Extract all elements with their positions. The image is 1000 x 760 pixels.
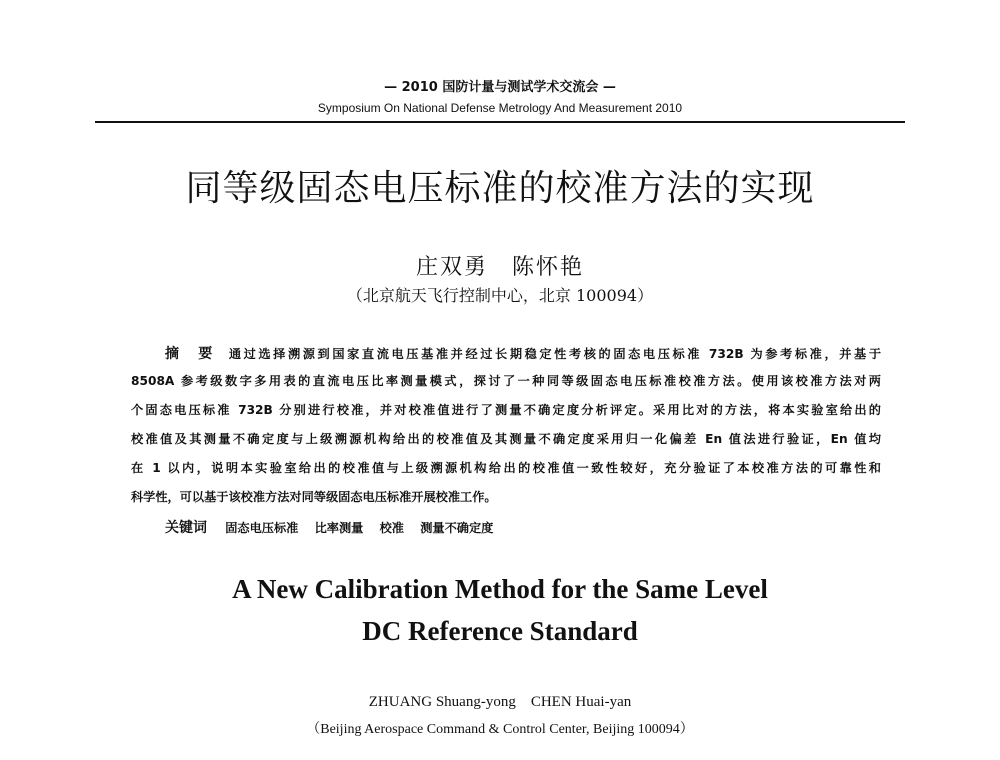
conference-header-en: Symposium On National Defense Metrology And Measurement 2010 [317, 101, 683, 115]
keywords [165, 517, 915, 537]
abstract-line: 在 1 以内，说明本实验室给出的校准值与上级溯源机构给出的校准值一致性较好，充分验证了本校准方法的可靠性和 [131, 461, 881, 475]
header-rule [95, 121, 905, 123]
keyword: 比率测量 [314, 521, 364, 535]
english-authors: ZHUANG Shuang-yong CHEN Huai-yan [368, 694, 632, 710]
abstract-text: 通过选择溯源到国家直流电压基准并经过长期稳定性考核的固态电压标准 732B 为参考标准，并基于 [228, 347, 882, 361]
abstract-line: 科学性，可以基于该校准方法对同等级固态电压标准开展校准工作。 [131, 490, 497, 504]
conference-header-cn: — 2010 国防计量与测试学术交流会 — [384, 80, 616, 95]
abstract-line [165, 343, 881, 363]
keyword: 固态电压标准 [225, 521, 299, 535]
affiliation: （北京航天飞行控制中心，北京 100094） [346, 286, 654, 305]
keyword: 测量不确定度 [420, 521, 494, 535]
keyword: 校准 [379, 521, 404, 535]
english-title-line2: DC Reference Standard [362, 616, 638, 646]
abstract-line: 8508A 参考级数字多用表的直流电压比率测量模式，探讨了一种同等级固态电压标准校准方法。使用该校准方法对两 [131, 374, 881, 388]
keywords-label: 关键词 [165, 520, 207, 536]
abstract-line: 校准值及其测量不确定度与上级溯源机构给出的校准值及其测量不确定度采用归一化偏差 En 值法进行验证，En 值均 [131, 432, 881, 446]
english-affiliation: （Beijing Aerospace Command & Control Center, Beijing 100094） [306, 722, 694, 737]
abstract-line: 个固态电压标准 732B 分别进行校准，并对校准值进行了测量不确定度分析评定。采用比对的方法，将本实验室给出的 [131, 403, 881, 417]
english-title-line1: A New Calibration Method for the Same Level [232, 574, 768, 604]
authors: 庄双勇 陈怀艳 [415, 255, 584, 280]
paper-title: 同等级固态电压标准的校准方法的实现 [185, 168, 815, 209]
abstract-label: 摘 要 [165, 346, 215, 362]
